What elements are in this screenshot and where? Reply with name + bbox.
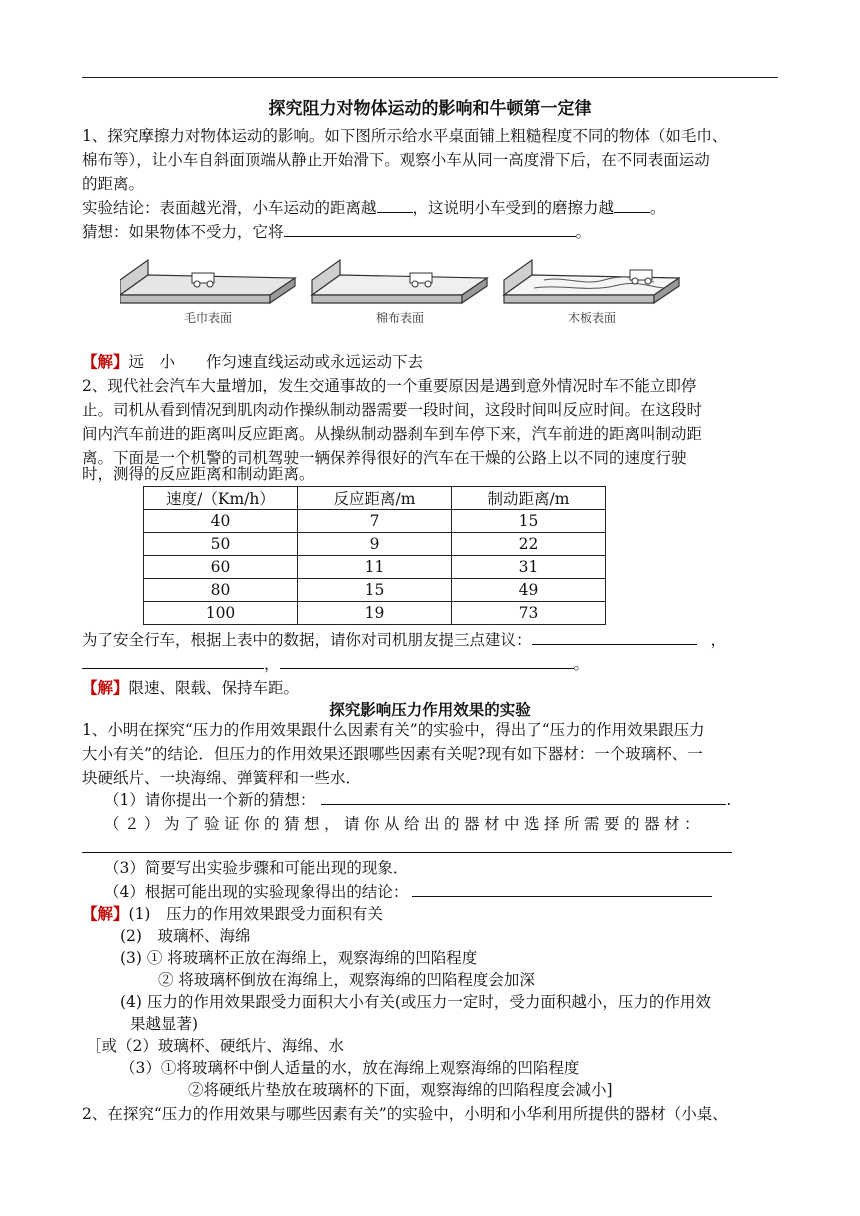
table-header: 速度/（Km/h） bbox=[144, 487, 298, 510]
table-cell: 31 bbox=[452, 556, 606, 579]
q3-line-3: 块硬纸片、一块海绵、弹簧秤和一些水． bbox=[82, 769, 362, 787]
table-cell: 15 bbox=[452, 510, 606, 533]
q3-part-2-answer-line bbox=[82, 838, 778, 858]
table-cell: 73 bbox=[452, 602, 606, 625]
table-cell: 11 bbox=[298, 556, 452, 579]
q1-conclusion-text-c: 。 bbox=[650, 199, 666, 217]
q3-part-4 bbox=[82, 882, 800, 902]
q1-guess bbox=[82, 222, 778, 242]
q3-alt-2: （3）①将玻璃杯中倒人适量的水，放在海绵上观察海绵的凹陷程度 bbox=[120, 1059, 580, 1077]
q1-answer bbox=[82, 352, 778, 372]
speed-distance-table bbox=[143, 486, 606, 625]
q3-blank-3[interactable] bbox=[412, 882, 712, 897]
q1-blank-3[interactable] bbox=[284, 222, 576, 237]
q2-blank-2[interactable] bbox=[82, 654, 264, 669]
table-header: 制动距离/m bbox=[452, 487, 606, 510]
table-row bbox=[144, 556, 606, 579]
q1-guess-end: 。 bbox=[575, 223, 592, 241]
table-cell: 19 bbox=[298, 602, 452, 625]
table-cell: 40 bbox=[144, 510, 298, 533]
q3-answer-3: (3) ① 将玻璃杯正放在海绵上，观察海绵的凹陷程度 bbox=[120, 949, 478, 967]
table-cell: 22 bbox=[452, 533, 606, 556]
q1-blank-1[interactable] bbox=[377, 198, 413, 213]
q3-alt-1: ［或（2）玻璃杯、硬纸片、海绵、水 bbox=[86, 1037, 344, 1055]
q2-suggest-comma-2: ， bbox=[264, 655, 280, 673]
q1-conclusion-text-b: ，这说明小车受到的磨擦力越 bbox=[412, 199, 615, 217]
q3-part-1-text: （1）请你提出一个新的猜想： bbox=[104, 791, 316, 809]
q3-line-2: 大小有关”的结论．但压力的作用效果还跟哪些因素有关呢?现有如下器材：一个玻璃杯、一 bbox=[82, 745, 703, 763]
q2-line-4: 离。下面是一个机警的司机驾驶一辆保养得很好的汽车在干燥的公路上以不同的速度行驶 bbox=[82, 449, 687, 467]
q2-suggest-comma: ， bbox=[710, 631, 727, 649]
section-title-pressure: 探究影响压力作用效果的实验 bbox=[329, 700, 531, 719]
q3-answer-2: (2) 玻璃杯、海绵 bbox=[120, 927, 251, 945]
q3-blank-2[interactable] bbox=[82, 838, 732, 853]
q3-answer-1 bbox=[82, 904, 778, 924]
q1-line-3: 的距离。 bbox=[82, 175, 145, 193]
answer-tag: 【解】 bbox=[82, 678, 129, 697]
figure-cotton-surface bbox=[312, 260, 487, 325]
q3-answer-3b: ② 将玻璃杯倒放在海绵上，观察海绵的凹陷程度会加深 bbox=[158, 971, 535, 989]
q1-conclusion-text-a: 实验结论：表面越光滑，小车运动的距离越 bbox=[82, 199, 377, 217]
table-cell: 100 bbox=[144, 602, 298, 625]
q2-answer bbox=[82, 678, 778, 698]
q2-blank-1[interactable] bbox=[532, 630, 697, 645]
table-cell: 49 bbox=[452, 579, 606, 602]
table-row bbox=[144, 579, 606, 602]
q3-alt-3: ②将硬纸片垫放在玻璃杯的下面，观察海绵的凹陷程度会减小] bbox=[188, 1081, 613, 1099]
table-row bbox=[144, 510, 606, 533]
figure-caption-1: 毛巾表面 bbox=[184, 311, 233, 325]
q1-answer-text: 远 小 作匀速直线运动或永远运动下去 bbox=[128, 353, 424, 371]
figure-towel-surface bbox=[120, 260, 295, 325]
figure-caption-3: 木板表面 bbox=[568, 311, 617, 325]
q3-blank-1[interactable] bbox=[321, 790, 726, 805]
table-header-row bbox=[144, 487, 606, 510]
q1-line-2: 棉布等），让小车自斜面顶端从静止开始滑下。观察小车从同一高度滑下后，在不同表面运动 bbox=[82, 151, 710, 169]
table-row bbox=[144, 602, 606, 625]
q2-line-1: 2、现代社会汽车大量增加，发生交通事故的一个重要原因是遇到意外情况时车不能立即停 bbox=[82, 377, 697, 395]
table-row bbox=[144, 533, 606, 556]
q3-part-1-end: . bbox=[726, 791, 732, 809]
q2-line-3: 间内汽车前进的距离叫反应距离。从操纵制动器刹车到车停下来，汽车前进的距离叫制动距 bbox=[82, 425, 703, 443]
q3-part-2: （２）为了验证你的猜想，请你从给出的器材中选择所需要的器材： bbox=[104, 815, 705, 833]
table-cell: 15 bbox=[298, 579, 452, 602]
table-cell: 9 bbox=[298, 533, 452, 556]
table-cell: 80 bbox=[144, 579, 298, 602]
q2-suggest-line-1 bbox=[82, 630, 778, 650]
table-cell: 7 bbox=[298, 510, 452, 533]
q2-suggest-text: 为了安全行车，根据上表中的数据，请你对司机朋友提三点建议： bbox=[82, 631, 532, 649]
q2-suggest-end: 。 bbox=[573, 655, 590, 673]
q1-conclusion bbox=[82, 198, 778, 218]
q1-line-1: 1、探究摩擦力对物体运动的影响。如下图所示给水平桌面铺上粗糙程度不同的物体（如毛巾、 bbox=[82, 127, 728, 145]
incline-figures bbox=[120, 250, 680, 330]
q2-line-5: 时，测得的反应距离和制动距离。 bbox=[82, 465, 315, 483]
table-header: 反应距离/m bbox=[298, 487, 452, 510]
answer-tag: 【解】 bbox=[82, 352, 129, 371]
q3-answer-4b: 果越显著) bbox=[130, 1015, 199, 1033]
q4-line-1: 2、在探究“压力的作用效果与哪些因素有关”的实验中，小明和小华利用所提供的器材（小桌、 bbox=[82, 1105, 728, 1123]
answer-tag: 【解】 bbox=[82, 904, 129, 923]
figure-wood-surface bbox=[504, 260, 679, 325]
q1-guess-text: 猜想：如果物体不受力，它将 bbox=[82, 223, 284, 241]
q2-answer-text: 限速、限载、保持车距。 bbox=[128, 679, 300, 697]
q2-suggest-line-2 bbox=[82, 654, 778, 674]
q1-blank-2[interactable] bbox=[614, 198, 650, 213]
q2-blank-3[interactable] bbox=[280, 654, 574, 669]
q3-answer-1-text: (1) 压力的作用效果跟受力面积有关 bbox=[128, 905, 383, 923]
q3-part-3: （3）简要写出实验步骤和可能出现的现象． bbox=[104, 859, 409, 877]
table-cell: 60 bbox=[144, 556, 298, 579]
q3-line-1: 1、小明在探究“压力的作用效果跟什么因素有关”的实验中，得出了“压力的作用效果跟压力 bbox=[82, 721, 705, 739]
header-rule bbox=[82, 77, 778, 78]
q2-line-2: 止。司机从看到情况到肌肉动作操纵制动器需要一段时间，这段时间叫反应时间。在这段时 bbox=[82, 401, 703, 419]
q3-answer-4: (4) 压力的作用效果跟受力面积大小有关(或压力一定时，受力面积越小，压力的作用效 bbox=[120, 993, 711, 1011]
q3-part-1 bbox=[82, 790, 800, 810]
table-cell: 50 bbox=[144, 533, 298, 556]
figure-caption-2: 棉布表面 bbox=[376, 311, 425, 325]
q3-part-4-text: （4）根据可能出现的实验现象得出的结论： bbox=[104, 883, 409, 901]
section-title-friction: 探究阻力对物体运动的影响和牛顿第一定律 bbox=[268, 99, 592, 119]
